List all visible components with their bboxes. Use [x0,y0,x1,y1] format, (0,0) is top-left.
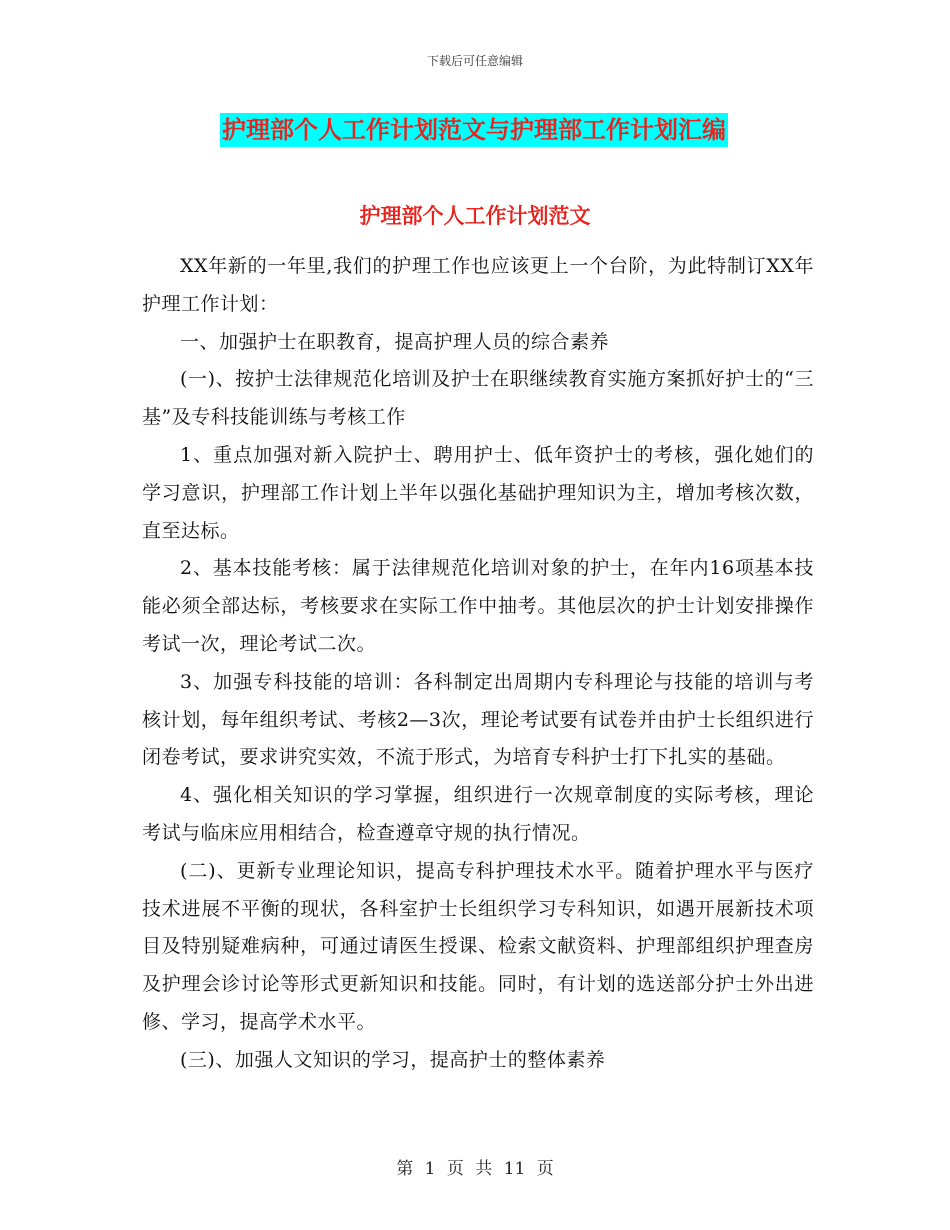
document-body [142,248,814,1080]
paragraph-intro: XX年新的一年里,我们的护理工作也应该更上一个台阶，为此特制订XX年护理工作计划： [142,255,814,315]
paragraph-subheading-3: (三)、加强人文知识的学习，提高护士的整体素养 [180,1048,606,1071]
header-note: 下载后可任意编辑 [426,54,523,68]
paragraph-subheading-1: (一)、按护士法律规范化培训及护士在职继续教育实施方案抓好护士的“三基”及专科技能训练与考核工作 [142,368,814,429]
paragraph-subheading-2: (二)、更新专业理论知识，提高专科护理技术水平。随着护理水平与医疗技术进展不平衡的现状，各科室护士长组织学习专科知识，如遇开展新技术项目及特别疑难病种，可通过请医生授课、检索文献资料、护理部组织护理查房及护理会诊讨论等形式更新知识和技能。同时，有计划的选送部分护士外出进修、学习，提高学术水平。 [142,859,814,1033]
page-number-footer: 第 1 页 共 11 页 [396,1159,554,1179]
section-title: 护理部个人工作计划范文 [359,203,591,228]
paragraph-item-1: 1、重点加强对新入院护士、聘用护士、低年资护士的考核，强化她们的学习意识，护理部工作计划上半年以强化基础护理知识为主，增加考核次数，直至达标。 [142,443,814,542]
paragraph-heading-1: 一、加强护士在职教育，提高护理人员的综合素养 [180,330,610,353]
paragraph-item-2: 2、基本技能考核：属于法律规范化培训对象的护士，在年内16项基本技能必须全部达标，考核要求在实际工作中抽考。其他层次的护士计划安排操作考试一次，理论考试二次。 [142,557,814,655]
paragraph-item-4: 4、强化相关知识的学习掌握，组织进行一次规章制度的实际考核，理论考试与临床应用相结合，检查遵章守规的执行情况。 [142,784,814,844]
document-main-title: 护理部个人工作计划范文与护理部工作计划汇编 [220,113,728,147]
paragraph-item-3: 3、加强专科技能的培训：各科制定出周期内专科理论与技能的培训与考核计划，每年组织考试、考核2—3次，理论考试要有试卷并由护士长组织进行闭卷考试，要求讲究实效，不流于形式，为培育专科护士打下扎实的基础。 [142,670,814,769]
